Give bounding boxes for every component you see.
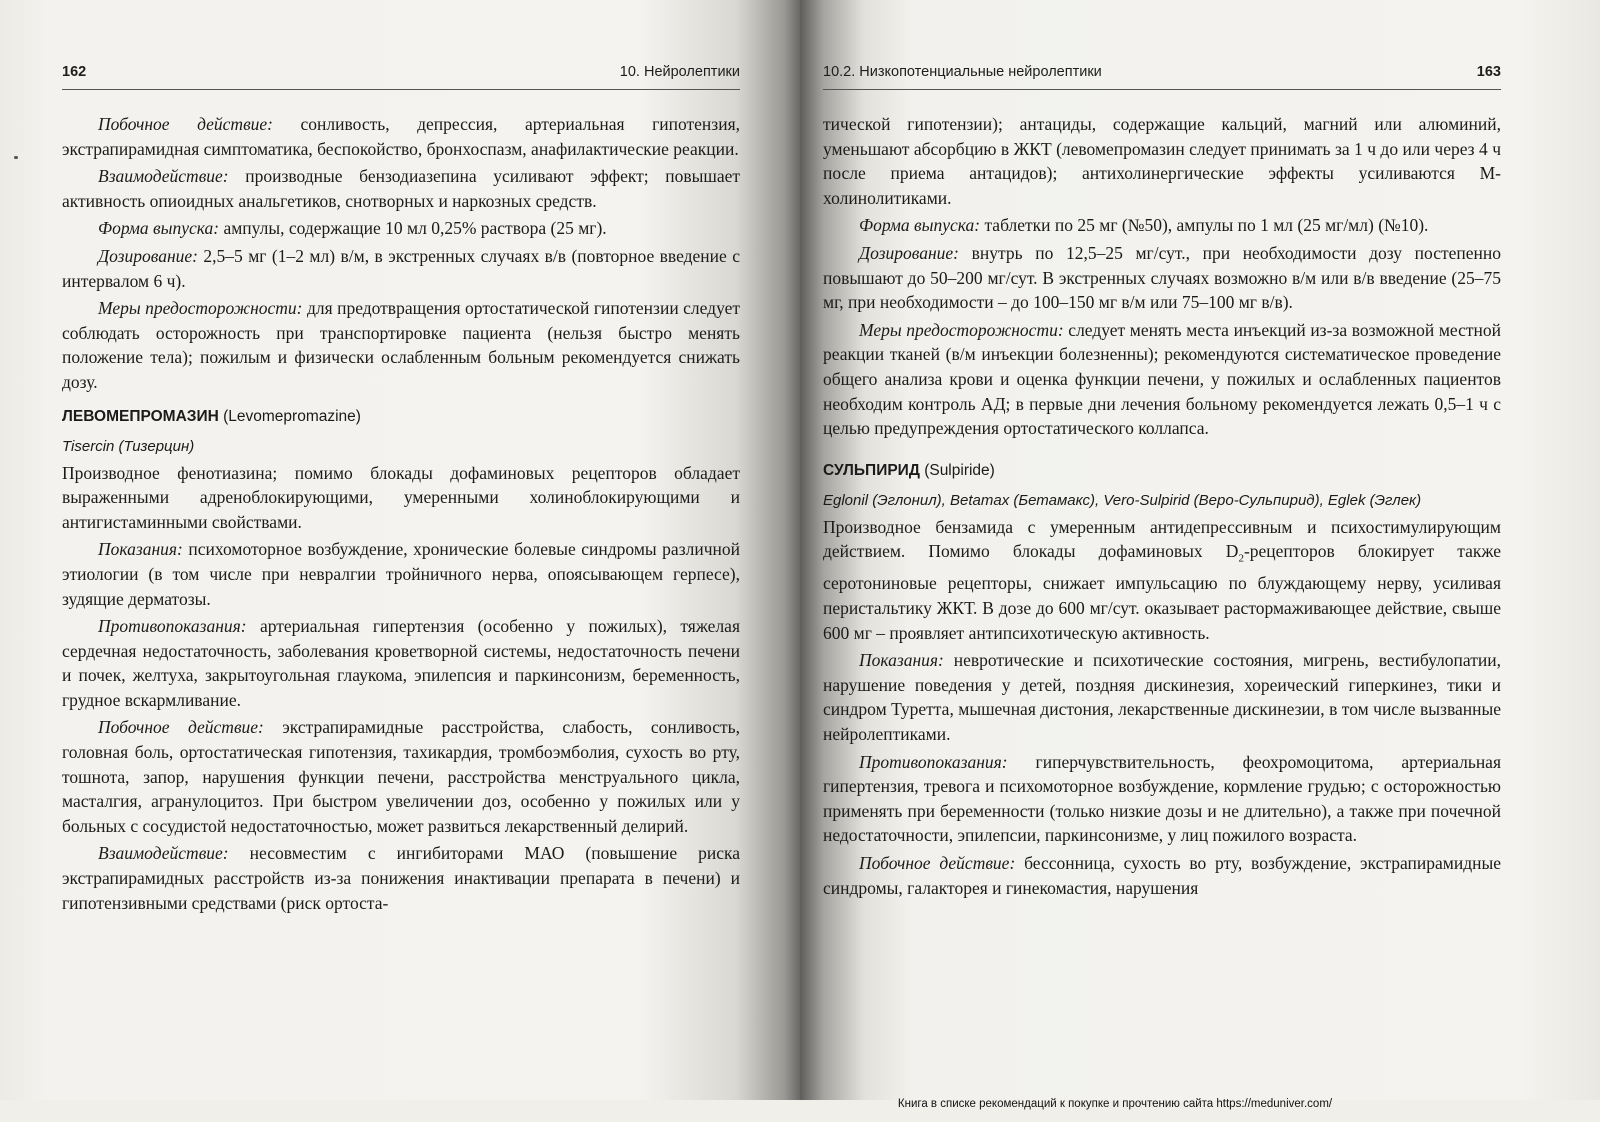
section-text: следует менять места инъекций из-за возможной местной реакции тканей (в/м инъекции болезненны); рекомендуются систематическое проведение общего анализа крови и оценка функции печени, у пожилых и ослабленных пациентов необходим контроль АД; в первые дни лечения больному рекомендуется лежать 0,5–1 ч с целью предупреждения ортостатического коллапса.: [823, 319, 1502, 439]
drug-latin-name: (Levomepromazine): [223, 407, 361, 425]
section-text: невротические и психотические состояния, мигрень, вестибулопатии, нарушение поведения у детей, поздняя дискинезия, хореический гиперкинез, тики и синдром Туретта, мышечная дистония, лекарственные дискинезии, в том числе вызванные нейролептиками.: [823, 650, 1501, 744]
paragraph: [823, 750, 1501, 848]
continuation-paragraph: тической гипотензии); антациды, содержащие кальций, магний или алюминий, уменьшают абсорбцию в ЖКТ (левомепромазин следует принимать за 1 ч до или через 4 ч после приема антацидов); антихолинергические эффекты усиливаются М-холинолитиками.: [823, 114, 1501, 208]
paragraph: [62, 112, 740, 161]
intro-part: Производное бензамида с умеренным антидепрессивным и психостимулирующим действием. Помимо блокады дофаминовых D: [823, 516, 1501, 562]
paragraph: [62, 715, 740, 838]
drug-name: СУЛЬПИРИД: [823, 461, 920, 479]
intro-part: -рецепторов блокирует также серотониновые рецепторы, снижает импульсацию по блуждающему нерву, усиливая перистальтику ЖКТ. В дозе до 600 мг/сут. оказывает растормаживающее действие, свыше 600 мг – проявляет антипсихотическую активность.: [823, 541, 1501, 643]
section-label: Меры предосторожности:: [859, 319, 1064, 340]
footer-note: Книга в списке рекомендаций к покупке и прочтению сайта https://meduniver.com/: [897, 1098, 1333, 1110]
paragraph: [62, 296, 740, 394]
paragraph: [62, 216, 740, 241]
section-label: Форма выпуска:: [98, 218, 220, 239]
page-number: 162: [62, 64, 87, 80]
section-text: для предотвращения ортостатической гипотензии следует соблюдать осторожность при транспортировке пациента (нельзя быстро менять положение тела); пожилым и физически ослабленным больным рекомендуется снижать дозу.: [62, 298, 741, 392]
section-label: Дозирование:: [98, 245, 198, 266]
paragraph: [823, 241, 1501, 315]
running-head-left: [62, 64, 740, 86]
section-label: Взаимодействие:: [98, 166, 229, 187]
section-label: Дозирование:: [859, 242, 959, 263]
running-title: 10.2. Низкопотенциальные нейролептики: [823, 64, 1102, 80]
section-label: Побочное действие:: [859, 852, 1016, 873]
subscript: 2: [1238, 552, 1244, 565]
section-label: Противопоказания:: [859, 751, 1008, 772]
header-rule: [823, 89, 1501, 90]
page-number: 163: [1476, 64, 1501, 80]
section-text: сонливость, депрессия, артериальная гипотензия, экстрапирамидная симптоматика, беспокойство, бронхоспазм, анафилактические реакции.: [62, 114, 740, 159]
paragraph: [823, 851, 1501, 900]
section-label: Меры предосторожности:: [98, 298, 303, 319]
drug-intro: [823, 515, 1501, 645]
paragraph: [823, 648, 1501, 746]
paragraph: [62, 164, 740, 213]
drug-heading: [62, 407, 740, 427]
section-text: внутрь по 12,5–25 мг/сут., при необходимости дозу постепенно повышают до 50–200 мг/сут. В экстренных случаях возможно в/м или в/в введение (25–75 мг, при необходимости – до 100–150 мг в/м или 75–100 мг в/в).: [823, 242, 1502, 313]
running-head-right: [823, 64, 1501, 86]
drug-name: ЛЕВОМЕПРОМАЗИН: [62, 407, 219, 425]
paragraph: [62, 537, 740, 611]
drug-heading: [823, 461, 1501, 481]
trade-names: Tisercin (Тизерцин): [62, 437, 195, 455]
print-smudge: [14, 156, 18, 159]
section-text: артериальная гипертензия (особенно у пожилых), тяжелая сердечная недостаточность, заболевания кроветворной системы, недостаточность печени и почек, желтуха, закрытоугольная глаукома, эпилепсия и паркинсонизм, беременность, грудное вскармливание.: [62, 616, 740, 710]
section-text: гиперчувствительность, феохромоцитома, артериальная гипертензия, тревога и психомоторное возбуждение, кормление грудью; с осторожностью применять при беременности (только низкие дозы и не длительно), а также при почечной недостаточности, эпилепсии, паркинсонизме, у лиц пожилого возраста.: [823, 751, 1501, 846]
paragraph: [62, 244, 740, 293]
drug-latin-name: (Sulpiride): [924, 461, 995, 479]
paragraph: [823, 213, 1501, 238]
section-text: бессонница, сухость во рту, возбуждение, экстрапирамидные синдромы, галакторея и гинекомастия, нарушения: [823, 852, 1502, 898]
right-column: [823, 112, 1501, 903]
paragraph: [62, 614, 740, 712]
section-label: Побочное действие:: [98, 717, 264, 738]
paragraph: [62, 841, 740, 915]
section-label: Взаимодействие:: [98, 843, 229, 864]
section-text: производные бензодиазепина усиливают эффект; повышает активность опиоидных анальгетиков, снотворных и наркозных средств.: [62, 166, 741, 211]
paragraph: [823, 318, 1501, 441]
drug-intro: Производное фенотиазина; помимо блокады дофаминовых рецепторов обладает выраженными адреноблокирующими, умеренными холиноблокирующими и антигистаминными свойствами.: [62, 462, 740, 532]
section-text: таблетки по 25 мг (№50), ампулы по 1 мл (25 мг/мл) (№10).: [984, 215, 1429, 236]
header-rule: [62, 89, 740, 90]
left-column: [62, 112, 740, 918]
section-label: Показания:: [859, 650, 944, 671]
section-text: ампулы, содержащие 10 мл 0,25% раствора (25 мг).: [223, 218, 607, 239]
left-page: [0, 0, 800, 1100]
section-label: Форма выпуска:: [859, 215, 981, 236]
running-title: 10. Нейролептики: [619, 64, 740, 80]
section-text: психомоторное возбуждение, хронические болевые синдромы различной этиологии (в том числе при невралгии тройничного нерва, опоясывающем герпесе), зудящие дерматозы.: [62, 539, 740, 609]
section-label: Побочное действие:: [98, 114, 274, 134]
section-text: экстрапирамидные расстройства, слабость, сонливость, головная боль, ортостатическая гипотензия, тахикардия, тромбоэмболия, сухость во рту, тошнота, запор, нарушения функции печени, расстройства менструального цикла, масталгия, агранулоцитоз. При быстром увеличении доз, особенно у пожилых или у больных с сосудистой недостаточностью, может развиться лекарственный делирий.: [62, 717, 740, 836]
section-text: 2,5–5 мг (1–2 мл) в/м, в экстренных случаях в/в (повторное введение с интервалом 6 ч).: [62, 245, 741, 291]
trade-names: Eglonil (Эглонил), Betamax (Бетамакс), Vero-Sulpirid (Веро-Сульпирид), Eglek (Эглек): [823, 491, 1422, 509]
section-text: несовместим с ингибиторами МАО (повышение риска экстрапирамидных расстройств из-за понижения инактивации препарата в печени) и гипотензивными средствами (риск ортоста-: [62, 843, 740, 913]
section-label: Показания:: [98, 539, 183, 560]
section-label: Противопоказания:: [98, 616, 247, 637]
